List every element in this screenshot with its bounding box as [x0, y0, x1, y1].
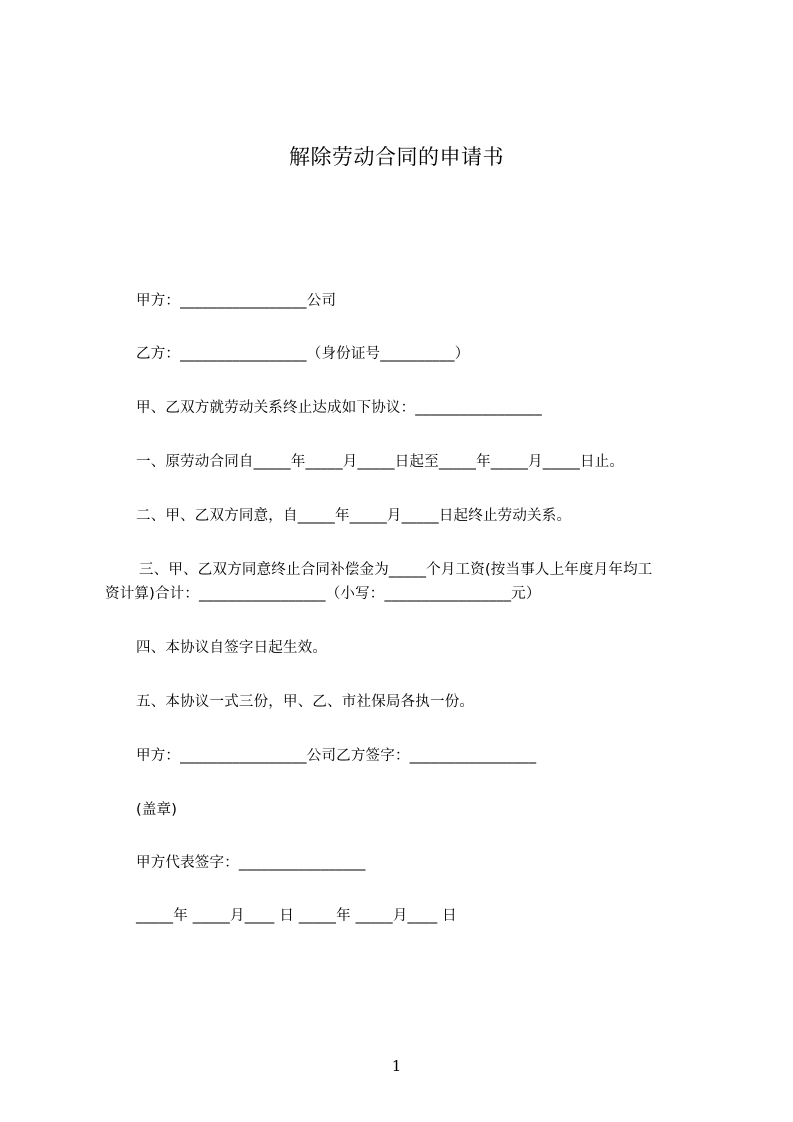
seal-label: (盖章): [136, 802, 178, 818]
clause-four: 四、本协议自签字日起生效。: [136, 640, 328, 656]
agreement-intro-line: 甲、乙双方就劳动关系终止达成如下协议：_________________: [136, 400, 542, 416]
party-a-representative-signature: 甲方代表签字：_________________: [136, 855, 366, 871]
date-line: _____年 _____月____ 日 _____年 _____月____ 日: [136, 908, 457, 924]
clause-three-line-2: 资计算)合计：_________________（小写：_________________元）: [105, 586, 541, 602]
document-title: 解除劳动合同的申请书: [289, 145, 504, 169]
clause-one: 一、原劳动合同自_____年_____月_____日起至_____年_____月_____日止。: [136, 454, 625, 470]
signature-line: 甲方：_________________公司乙方签字：_________________: [136, 748, 537, 764]
party-b-line: 乙方：_________________（身份证号__________）: [136, 346, 470, 362]
page-number: 1: [391, 1057, 402, 1075]
party-a-line: 甲方：_________________公司: [136, 293, 337, 309]
clause-three-line-1: 三、甲、乙双方同意终止合同补偿金为_____个月工资(按当事人上年度月年均工: [139, 562, 653, 578]
clause-five: 五、本协议一式三份，甲、乙、市社保局各执一份。: [136, 694, 475, 710]
clause-two: 二、甲、乙双方同意，自_____年_____月_____日起终止劳动关系。: [136, 508, 572, 524]
